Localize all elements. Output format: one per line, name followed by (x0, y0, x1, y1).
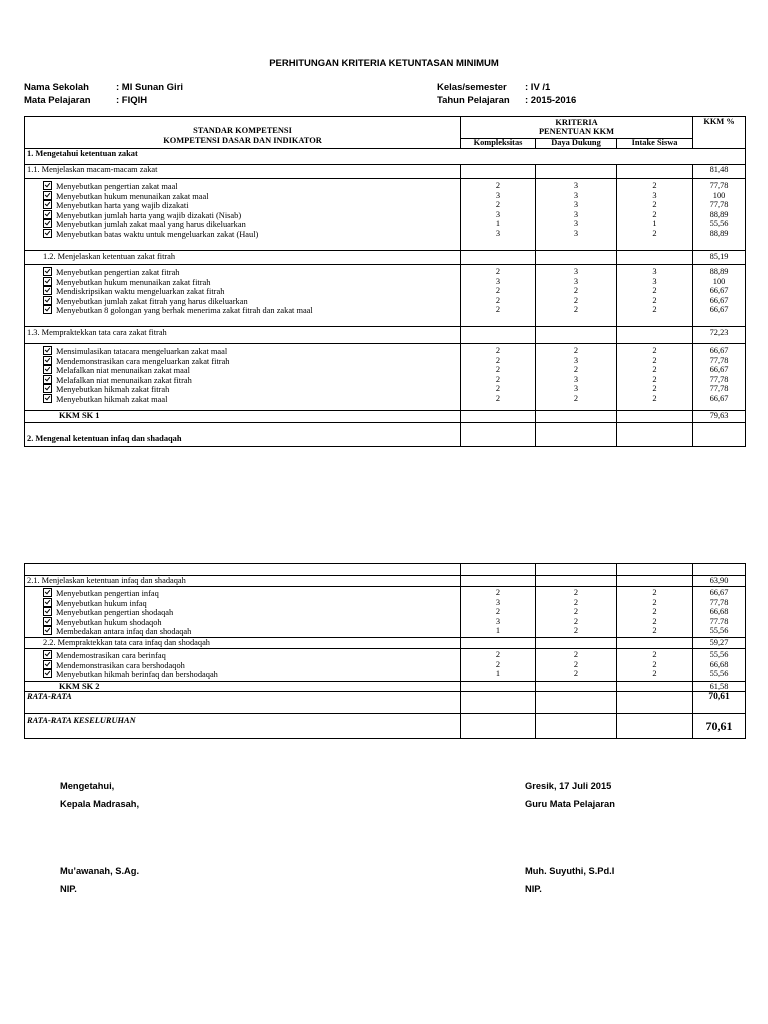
kd-1-2-kkm: 85,19 (693, 251, 746, 265)
year-label: Tahun Pelajaran (437, 95, 510, 106)
checkbox-icon (43, 181, 52, 190)
kkm-sk1-value: 79,63 (693, 411, 746, 423)
kd-1-2-indicators (25, 265, 461, 327)
header-kriteria (461, 117, 693, 139)
sk1-title: 1. Mengetahui ketentuan zakat (25, 149, 746, 165)
checkbox-icon (43, 200, 52, 209)
kd-2-2-kkm-values: 55,56 66,68 55,56 (693, 649, 746, 682)
kd-1-1-intake: 2 3 2 2 1 2 (617, 179, 693, 251)
kkm-sk2-value: 61,58 (693, 682, 746, 692)
kkm-sk2-label: KKM SK 2 (25, 682, 461, 692)
kd-2-1-kompleksitas: 2 3 2 3 1 (461, 587, 536, 638)
class-label: Kelas/semester (437, 82, 507, 93)
checkbox-icon (43, 660, 52, 669)
sig-left-line2: Kepala Madrasah, (60, 799, 140, 809)
checkbox-icon (43, 650, 52, 659)
header-sk-line1: STANDAR KOMPETENSI (193, 125, 292, 135)
kd-2-2-kkm: 59,27 (693, 638, 746, 649)
indicator: Menyebutkan pengertian zakat fitrah (25, 267, 460, 277)
document-title: PERHITUNGAN KRITERIA KETUNTASAN MINIMUM (269, 58, 499, 69)
indicator: Mendemostrasikan cara berinfaq (25, 650, 460, 660)
indicator: Menyebutkan harta yang wajib dizakati (25, 200, 460, 210)
kd-1-2-intake: 3 3 2 2 2 (617, 265, 693, 327)
header-kriteria-line2: PENENTUAN KKM (538, 127, 615, 136)
checkbox-icon (43, 588, 52, 597)
rata-rata-label: RATA-RATA (25, 692, 461, 714)
indicator: Menyebutkan hikmah zakat fitrah (25, 384, 460, 394)
kd-2-1-intake: 2 2 2 2 2 (617, 587, 693, 638)
kd-1-1-daya-dukung: 3 3 3 3 3 3 (536, 179, 617, 251)
subject-label: Mata Pelajaran (24, 95, 91, 106)
kd-2-1-title: 2.1. Menjelaskan ketentuan infaq dan shadaqah (25, 576, 461, 587)
kd-2-1-kkm-values: 66,67 77,78 66,68 77.78 55,56 (693, 587, 746, 638)
checkbox-icon (43, 191, 52, 200)
kd-1-3-indicators (25, 344, 461, 411)
rata-rata-value: 70,61 (693, 692, 746, 714)
kkm-sk1-label: KKM SK 1 (25, 411, 461, 423)
sig-right-line1: Gresik, 17 Juli 2015 (525, 781, 612, 791)
kd-2-1-kkm: 63,90 (693, 576, 746, 587)
sig-right-name: Muh. Suyuthi, S.Pd.I (525, 866, 615, 876)
checkbox-icon (43, 219, 52, 228)
checkbox-icon (43, 277, 52, 286)
kd-1-3-title: 1.3. Mempraktekkan tata cara zakat fitrah (25, 327, 461, 344)
kd-1-1-kompleksitas: 2 3 2 3 1 3 (461, 179, 536, 251)
header-daya-dukung: Daya Dukung (536, 139, 617, 149)
checkbox-icon (43, 210, 52, 219)
checkbox-icon (43, 267, 52, 276)
school-label: Nama Sekolah (24, 82, 89, 93)
kd-1-3-kkm: 72,23 (693, 327, 746, 344)
kd-1-3-kkm-values: 66,67 77,78 66,67 77,78 77,78 66,67 (693, 344, 746, 411)
sig-left-line1: Mengetahui, (60, 781, 115, 791)
checkbox-icon (43, 296, 52, 305)
indicator: Menyebutkan pengertian shodaqah (25, 607, 460, 617)
indicator: Mendemonstrasikan cara mengeluarkan zakat fitrah (25, 356, 460, 366)
indicator: Menyebutkan jumlah harta yang wajib dizakati (Nisab) (25, 210, 460, 220)
indicator: Menyebutkan hikmah berinfaq dan bershodaqah (25, 669, 460, 679)
subject-value: : FIQIH (116, 95, 148, 106)
checkbox-icon (43, 394, 52, 403)
sk2-title: 2. Mengenal ketentuan infaq dan shadaqah (25, 423, 461, 447)
checkbox-icon (43, 356, 52, 365)
indicator: Menyebutkan jumlah zakat maal yang harus dikeluarkan (25, 219, 460, 229)
kd-1-3-kompleksitas: 2 2 2 2 2 2 (461, 344, 536, 411)
header-kkm: KKM % (693, 117, 746, 149)
checkbox-icon (43, 229, 52, 238)
year-value: : 2015-2016 (525, 95, 577, 106)
checkbox-icon (43, 286, 52, 295)
checkbox-icon (43, 598, 52, 607)
kd-2-2-intake: 2 2 2 (617, 649, 693, 682)
kd-1-3-daya-dukung: 2 3 2 3 3 2 (536, 344, 617, 411)
kd-1-1-kkm-values: 77,78 100 77,78 88,89 55,56 88,89 (693, 179, 746, 251)
rata-keseluruhan-value: 70,61 (693, 714, 746, 739)
header-standar-kompetensi (25, 117, 461, 149)
rata-keseluruhan-label: RATA-RATA KESELURUHAN (25, 714, 461, 739)
indicator: Menyebutkan batas waktu untuk mengeluarkan zakat (Haul) (25, 229, 460, 239)
kd-1-2-title: 1.2. Menjelaskan ketentuan zakat fitrah (25, 251, 461, 265)
kd-1-2-kkm-values: 88,89 100 66,67 66,67 66,67 (693, 265, 746, 327)
indicator: Membedakan antara infaq dan shodaqah (25, 626, 460, 636)
checkbox-icon (43, 669, 52, 678)
checkbox-icon (43, 365, 52, 374)
kd-1-2-daya-dukung: 3 3 2 2 2 (536, 265, 617, 327)
indicator: Mensimulasikan tatacara mengeluarkan zakat maal (25, 346, 460, 356)
indicator: Melafalkan niat menunaikan zakat maal (25, 365, 460, 375)
header-sk-line2: KOMPETENSI DASAR DAN INDIKATOR (163, 135, 322, 145)
indicator: Menyebutkan jumlah zakat fitrah yang harus dikeluarkan (25, 296, 460, 306)
kd-2-2-kompleksitas: 2 2 1 (461, 649, 536, 682)
checkbox-icon (43, 626, 52, 635)
kd-1-3-intake: 2 2 2 2 2 2 (617, 344, 693, 411)
indicator: Menyebutkan pengertian zakat maal (25, 181, 460, 191)
checkbox-icon (43, 346, 52, 355)
school-value: : MI Sunan Giri (116, 82, 184, 93)
indicator: Menyebutkan hukum menunaikan zakat maal (25, 191, 460, 201)
kd-2-2-indicators (25, 649, 461, 682)
checkbox-icon (43, 617, 52, 626)
kd-1-1-indicators (25, 179, 461, 251)
sig-left-name: Mu’awanah, S.Ag. (60, 866, 140, 876)
indicator: Menyebutkan 8 golongan yang berhak menerima zakat fitrah dan zakat maal (25, 305, 460, 315)
indicator: Menyebutkan hukum shodaqoh (25, 617, 460, 627)
indicator: Menyebutkan hukum menunaikan zakat fitrah (25, 277, 460, 287)
checkbox-icon (43, 375, 52, 384)
indicator: Menyebutkan hukum infaq (25, 598, 460, 608)
class-value: : IV /1 (525, 82, 551, 93)
kd-2-1-daya-dukung: 2 2 2 2 2 (536, 587, 617, 638)
kd-2-2-title: 2.2. Mempraktekkan tata cara infaq dan shodaqah (25, 638, 461, 649)
indicator: Menyebutkan pengertian infaq (25, 588, 460, 598)
kkm-table-sk2 (24, 563, 746, 739)
indicator: Melafalkan niat menunaikan zakat fitrah (25, 375, 460, 385)
kkm-table-sk1 (24, 116, 746, 447)
checkbox-icon (43, 607, 52, 616)
kd-2-2-daya-dukung: 2 2 2 (536, 649, 617, 682)
kd-1-1-title: 1.1. Menjelaskan macam-macam zakat (25, 165, 461, 179)
kd-2-1-indicators (25, 587, 461, 638)
kd-1-1-kkm: 81,48 (693, 165, 746, 179)
sig-right-line2: Guru Mata Pelajaran (525, 799, 615, 809)
checkbox-icon (43, 305, 52, 314)
checkbox-icon (43, 384, 52, 393)
sig-right-nip: NIP. (525, 884, 542, 894)
indicator: Mendemonstrasikan cara bershodaqoh (25, 660, 460, 670)
header-intake-siswa: Intake Siswa (617, 139, 693, 149)
indicator: Menyebutkan hikmah zakat maal (25, 394, 460, 404)
kd-1-2-kompleksitas: 2 3 2 2 2 (461, 265, 536, 327)
sig-left-nip: NIP. (60, 884, 77, 894)
header-kriteria-line1: KRITERIA (555, 118, 598, 127)
header-kompleksitas: Kompleksitas (461, 139, 536, 149)
indicator: Mendiskripsikan waktu mengeluarkan zakat fitrah (25, 286, 460, 296)
